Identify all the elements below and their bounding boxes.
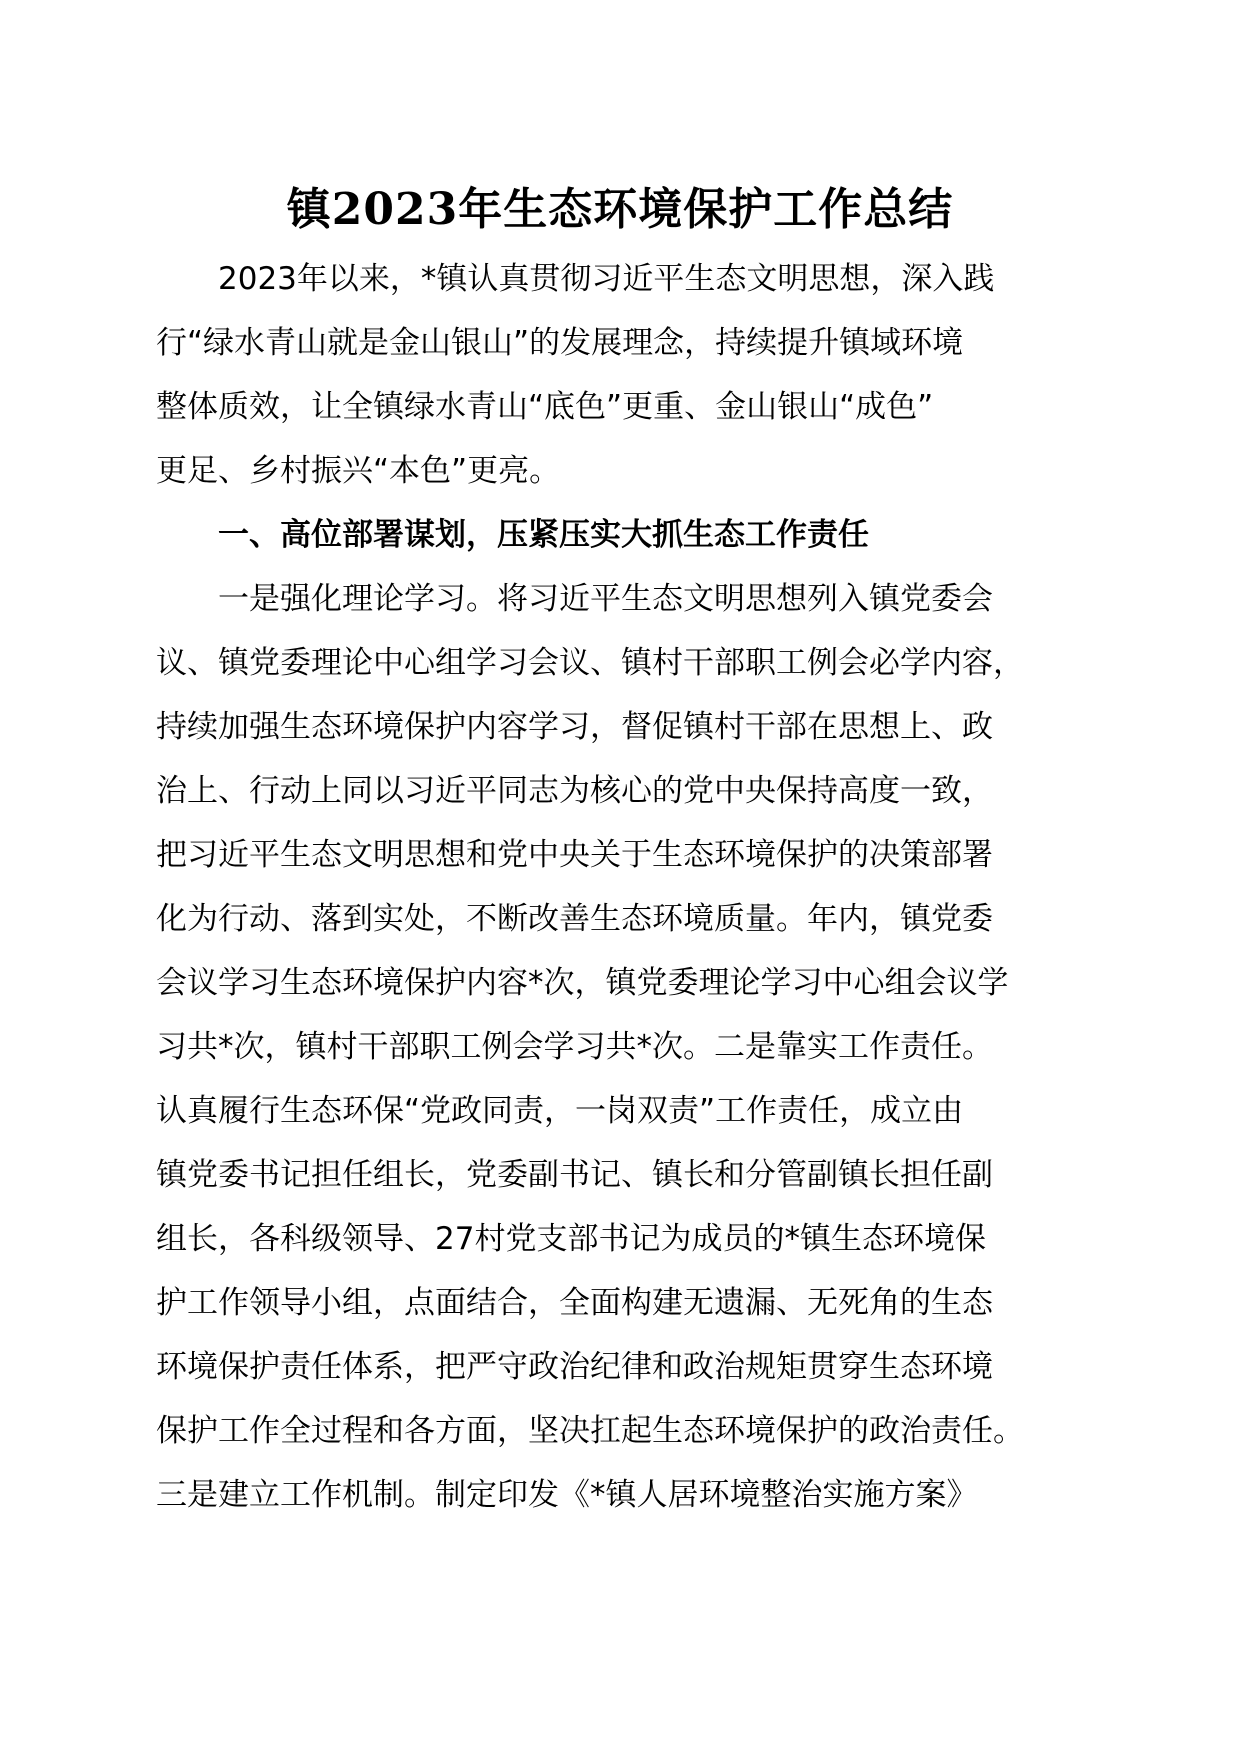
paragraph-line — [0, 567, 1240, 631]
paragraph-line — [0, 1143, 1240, 1207]
section-heading-text: 一、高位部署谋划，压紧压实大抓生态工作责任 — [218, 517, 869, 553]
paragraph-line — [0, 695, 1240, 759]
line-text: 议、镇党委理论中心组学习会议、镇村干部职工例会必学内容， — [156, 645, 1024, 681]
paragraph-line — [0, 1335, 1240, 1399]
paragraph-line — [0, 247, 1240, 311]
paragraph-line — [0, 1207, 1240, 1271]
paragraph-line — [0, 1079, 1240, 1143]
paragraph-line — [0, 631, 1240, 695]
line-text: 2023年以来，*镇认真贯彻习近平生态文明思想，深入践 — [218, 261, 995, 297]
paragraph-line — [0, 311, 1240, 375]
line-text: 行“绿水青山就是金山银山”的发展理念，持续提升镇域环境 — [156, 325, 964, 361]
line-text: 治上、行动上同以习近平同志为核心的党中央保持高度一致， — [156, 773, 993, 809]
line-text: 保护工作全过程和各方面，坚决扛起生态环境保护的政治责任。 — [156, 1413, 1024, 1449]
line-text: 化为行动、落到实处，不断改善生态环境质量。年内，镇党委 — [156, 901, 993, 937]
line-text: 一是强化理论学习。将习近平生态文明思想列入镇党委会 — [218, 581, 993, 617]
document-title: 镇2023年生态环境保护工作总结 — [286, 184, 954, 235]
paragraph-line — [0, 439, 1240, 503]
line-text: 把习近平生态文明思想和党中央关于生态环境保护的决策部署 — [156, 837, 993, 873]
line-text: 认真履行生态环保“党政同责，一岗双责”工作责任，成立由 — [156, 1093, 964, 1129]
paragraph-line — [0, 375, 1240, 439]
line-text: 组长，各科级领导、27村党支部书记为成员的*镇生态环境保 — [156, 1221, 986, 1257]
paragraph-line — [0, 1271, 1240, 1335]
paragraph-line — [0, 951, 1240, 1015]
document-body — [0, 247, 1240, 1527]
paragraph-line — [0, 1399, 1240, 1463]
section-heading — [0, 503, 1240, 567]
paragraph-line — [0, 823, 1240, 887]
line-text: 会议学习生态环境保护内容*次，镇党委理论学习中心组会议学 — [156, 965, 1009, 1001]
paragraph-line — [0, 759, 1240, 823]
paragraph-line — [0, 887, 1240, 951]
line-text: 护工作领导小组，点面结合，全面构建无遗漏、无死角的生态 — [156, 1285, 993, 1321]
line-text: 持续加强生态环境保护内容学习，督促镇村干部在思想上、政 — [156, 709, 993, 745]
line-text: 三是建立工作机制。制定印发《*镇人居环境整治实施方案》 — [156, 1477, 978, 1513]
paragraph-line — [0, 1463, 1240, 1527]
paragraph-line — [0, 1015, 1240, 1079]
line-text: 整体质效，让全镇绿水青山“底色”更重、金山银山“成色” — [156, 389, 934, 425]
line-text: 镇党委书记担任组长，党委副书记、镇长和分管副镇长担任副 — [156, 1157, 993, 1193]
line-text: 习共*次，镇村干部职工例会学习共*次。二是靠实工作责任。 — [156, 1029, 993, 1065]
line-text: 环境保护责任体系，把严守政治纪律和政治规矩贯穿生态环境 — [156, 1349, 993, 1385]
line-text: 更足、乡村振兴“本色”更亮。 — [156, 453, 561, 489]
